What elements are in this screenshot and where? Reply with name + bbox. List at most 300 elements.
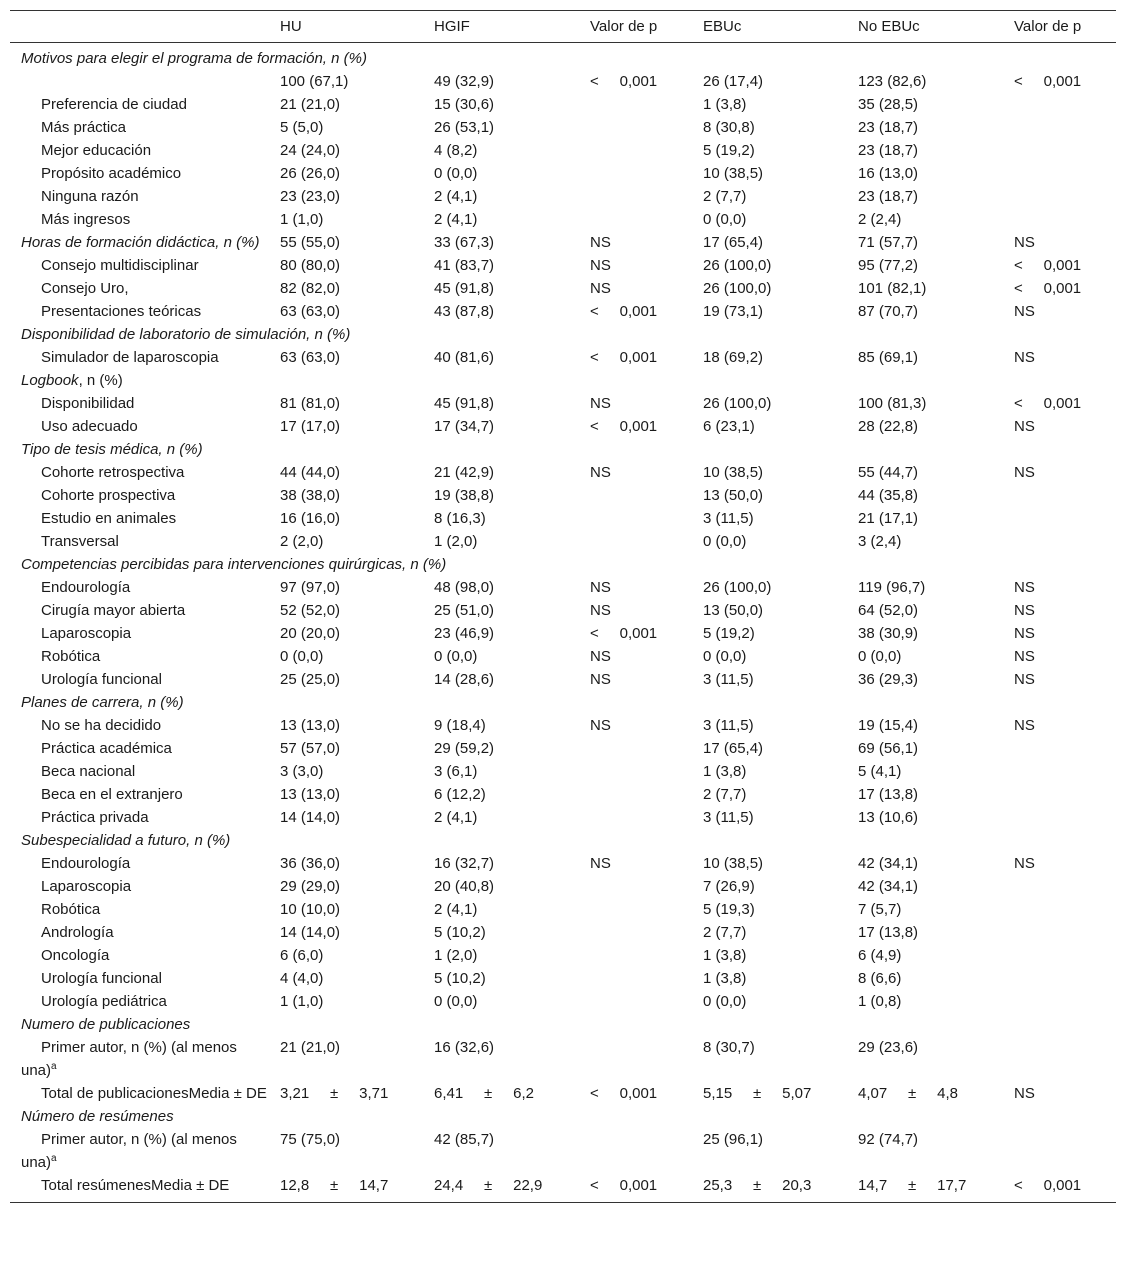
cell-no-ebuc: 123 (82,6) <box>858 73 927 90</box>
cell-no-ebuc: 44 (35,8) <box>858 487 919 504</box>
cell-p2: NS <box>1014 349 1035 366</box>
row-label: Disponibilidad <box>41 395 135 412</box>
cell-hgif: 2 (4,1) <box>434 188 478 205</box>
cell-hgif: 25 (51,0) <box>434 602 495 619</box>
cell-p1 <box>580 1036 693 1082</box>
cell-p2 <box>1004 967 1116 990</box>
cell-ebuc: 5 (19,2) <box>703 142 755 159</box>
cell-p2: NS <box>1014 602 1035 619</box>
table-row <box>10 1174 1116 1203</box>
table-row <box>10 714 1116 737</box>
cell-hu: 13 (13,0) <box>280 786 341 803</box>
row-label: Mejor educación <box>41 142 152 159</box>
cell-hgif: 33 (67,3) <box>434 234 495 251</box>
cell-p2: < 0,001 <box>1004 1174 1116 1203</box>
cell-p1 <box>580 116 693 139</box>
cell-hgif: 41 (83,7) <box>434 257 495 274</box>
cell-p1: NS <box>590 395 611 412</box>
table-row <box>10 760 1116 783</box>
cell-p1 <box>580 185 693 208</box>
cell-ebuc: 5 (19,2) <box>703 625 755 642</box>
cell-p2 <box>1004 1036 1116 1082</box>
cell-ebuc: 3 (11,5) <box>703 671 754 688</box>
table-row <box>10 461 1116 484</box>
section-title: Motivos para elegir el programa de formación, n (%) <box>21 50 367 67</box>
cell-p2: NS <box>1014 648 1035 665</box>
table-row <box>10 967 1116 990</box>
cell-hu: 80 (80,0) <box>280 257 341 274</box>
section-title: Subespecialidad a futuro, n (%) <box>21 832 231 849</box>
cell-hu: 25 (25,0) <box>280 671 341 688</box>
cell-ebuc: 17 (65,4) <box>703 234 764 251</box>
cell-ebuc: 0 (0,0) <box>703 533 747 550</box>
cell-p1: NS <box>590 257 611 274</box>
cell-no-ebuc: 3 (2,4) <box>858 533 902 550</box>
cell-ebuc: 19 (73,1) <box>703 303 764 320</box>
section-title: Horas de formación didáctica, n (%) <box>21 234 260 251</box>
cell-p1 <box>580 139 693 162</box>
table-row <box>10 1128 1116 1174</box>
section-title: Número de resúmenes <box>21 1108 174 1125</box>
row-label <box>10 1036 270 1082</box>
section-title: Tipo de tesis médica, n (%) <box>21 441 203 458</box>
cell-p1: < 0,001 <box>590 1085 658 1102</box>
cell-hu: 14 (14,0) <box>280 809 341 826</box>
header-hu: HU <box>270 11 424 43</box>
table-row <box>10 806 1116 829</box>
cell-p2: NS <box>1014 625 1035 642</box>
cell-p2 <box>1004 921 1116 944</box>
cell-p1 <box>580 760 693 783</box>
row-label: Práctica privada <box>41 809 149 826</box>
table-row <box>10 415 1116 438</box>
table-row <box>10 484 1116 507</box>
cell-ebuc: 8 (30,8) <box>703 119 755 136</box>
cell-hu: 17 (17,0) <box>280 418 341 435</box>
cell-ebuc: 3 (11,5) <box>703 809 754 826</box>
cell-hgif: 2 (4,1) <box>434 901 478 918</box>
row-label: Oncología <box>41 947 110 964</box>
cell-p2: NS <box>1014 464 1035 481</box>
row-label: Consejo Uro, <box>41 280 129 297</box>
cell-no-ebuc: 64 (52,0) <box>858 602 919 619</box>
row-label: Total de publicacionesMedia ± DE <box>41 1085 267 1102</box>
row-label <box>10 1128 270 1174</box>
cell-p2 <box>1004 507 1116 530</box>
cell-hu: 20 (20,0) <box>280 625 341 642</box>
cell-hu: 10 (10,0) <box>280 901 341 918</box>
cell-p1: < 0,001 <box>590 349 658 366</box>
cell-p2: < 0,001 <box>1014 280 1082 297</box>
cell-ebuc: 25 (96,1) <box>703 1131 764 1148</box>
row-label: Beca nacional <box>41 763 136 780</box>
cell-p1: NS <box>590 579 611 596</box>
cell-p1: < 0,001 <box>590 625 658 642</box>
section-row-resumenes <box>10 1105 1116 1128</box>
cell-hgif: 15 (30,6) <box>434 96 495 113</box>
row-label: Preferencia de ciudad <box>41 96 187 113</box>
section-row-planes <box>10 691 1116 714</box>
cell-no-ebuc: 71 (57,7) <box>858 234 919 251</box>
cell-p2 <box>1004 783 1116 806</box>
row-label: Laparoscopia <box>41 878 132 895</box>
row-label: Robótica <box>41 648 101 665</box>
row-label: Práctica académica <box>41 740 172 757</box>
table-row <box>10 93 1116 116</box>
header-hgif: HGIF <box>424 11 580 43</box>
cell-p1 <box>580 162 693 185</box>
cell-ebuc: 13 (50,0) <box>703 487 764 504</box>
cell-hgif: 17 (34,7) <box>434 418 495 435</box>
cell-hu: 63 (63,0) <box>280 303 341 320</box>
cell-p1: NS <box>590 464 611 481</box>
table-row <box>10 162 1116 185</box>
cell-hu: 2 (2,0) <box>280 533 324 550</box>
cell-ebuc: 5,15 ± 5,07 <box>703 1085 812 1102</box>
cell-p1: < 0,001 <box>590 303 658 320</box>
table-row <box>10 392 1116 415</box>
footnote-marker: a <box>51 1153 57 1164</box>
cell-p2 <box>1004 737 1116 760</box>
cell-p1 <box>580 921 693 944</box>
cell-hgif: 3 (6,1) <box>434 763 478 780</box>
cell-hu: 21 (21,0) <box>280 1039 341 1056</box>
cell-p1: < 0,001 <box>590 418 658 435</box>
cell-hu: 52 (52,0) <box>280 602 341 619</box>
cell-ebuc: 26 (17,4) <box>703 73 764 90</box>
cell-hu: 24 (24,0) <box>280 142 341 159</box>
cell-hu: 1 (1,0) <box>280 993 324 1010</box>
cell-hgif: 19 (38,8) <box>434 487 495 504</box>
row-label: Endourología <box>41 579 131 596</box>
cell-ebuc: 0 (0,0) <box>703 211 747 228</box>
cell-hgif: 16 (32,7) <box>434 855 495 872</box>
cell-p2: < 0,001 <box>1014 257 1082 274</box>
cell-no-ebuc: 23 (18,7) <box>858 119 919 136</box>
cell-hu: 5 (5,0) <box>280 119 324 136</box>
cell-p1 <box>580 507 693 530</box>
row-label: Urología funcional <box>41 970 162 987</box>
cell-p1 <box>580 208 693 231</box>
table-row <box>10 300 1116 323</box>
cell-p2 <box>1004 208 1116 231</box>
cell-p2 <box>1004 185 1116 208</box>
section-title-rest: , n (%) <box>78 372 123 389</box>
row-label: Urología pediátrica <box>41 993 167 1010</box>
cell-no-ebuc: 5 (4,1) <box>858 763 902 780</box>
cell-hu: 75 (75,0) <box>280 1131 341 1148</box>
table-row <box>10 783 1116 806</box>
table-row <box>10 346 1116 369</box>
cell-ebuc: 3 (11,5) <box>703 510 754 527</box>
cell-hgif: 2 (4,1) <box>434 211 478 228</box>
cell-no-ebuc: 87 (70,7) <box>858 303 919 320</box>
cell-ebuc: 2 (7,7) <box>703 924 747 941</box>
table-row <box>10 1082 1116 1105</box>
cell-no-ebuc: 23 (18,7) <box>858 188 919 205</box>
table-row <box>10 898 1116 921</box>
section-row-competencias <box>10 553 1116 576</box>
cell-p1 <box>580 875 693 898</box>
cell-hgif: 6,41 ± 6,2 <box>434 1085 534 1102</box>
cell-no-ebuc: 38 (30,9) <box>858 625 919 642</box>
cell-p2: NS <box>1014 418 1035 435</box>
cell-p2: NS <box>1014 717 1035 734</box>
section-title-italic: Logbook <box>21 372 79 389</box>
table-row <box>10 737 1116 760</box>
cell-p1: NS <box>590 855 611 872</box>
cell-no-ebuc: 92 (74,7) <box>858 1131 919 1148</box>
table-row <box>10 875 1116 898</box>
cell-ebuc: 2 (7,7) <box>703 188 747 205</box>
header-p-value-1: Valor de p <box>580 11 693 43</box>
section-title: Planes de carrera, n (%) <box>21 694 184 711</box>
section-title: Disponibilidad de laboratorio de simulación, n (%) <box>21 326 351 343</box>
table-header <box>10 11 1116 43</box>
cell-no-ebuc: 4,07 ± 4,8 <box>858 1085 958 1102</box>
row-label: Urología funcional <box>41 671 162 688</box>
header-p-value-2: Valor de p <box>1004 11 1116 43</box>
cell-no-ebuc: 42 (34,1) <box>858 878 919 895</box>
table-row <box>10 185 1116 208</box>
cell-p1: NS <box>590 648 611 665</box>
cell-hgif: 26 (53,1) <box>434 119 495 136</box>
cell-hgif: 5 (10,2) <box>434 924 486 941</box>
cell-ebuc: 10 (38,5) <box>703 464 764 481</box>
cell-no-ebuc: 17 (13,8) <box>858 924 919 941</box>
cell-p2: NS <box>1014 671 1035 688</box>
cell-hu: 26 (26,0) <box>280 165 341 182</box>
section-row-subespecialidad <box>10 829 1116 852</box>
cell-p2 <box>1004 530 1116 553</box>
cell-p2 <box>1004 806 1116 829</box>
cell-p1 <box>580 990 693 1013</box>
cell-hgif: 43 (87,8) <box>434 303 495 320</box>
cell-p2 <box>1004 139 1116 162</box>
cell-p1 <box>580 737 693 760</box>
header-cell <box>10 11 270 43</box>
table-row <box>10 530 1116 553</box>
section-title: Numero de publicaciones <box>21 1016 191 1033</box>
cell-hu: 100 (67,1) <box>280 73 349 90</box>
cell-hu: 12,8 ± 14,7 <box>270 1174 424 1203</box>
table-row <box>10 990 1116 1013</box>
cell-p1: < 0,001 <box>580 1174 693 1203</box>
cell-p1: NS <box>590 671 611 688</box>
cell-hgif: 23 (46,9) <box>434 625 495 642</box>
results-table <box>10 10 1116 1203</box>
row-label: Total resúmenesMedia ± DE <box>10 1174 270 1203</box>
cell-hu: 14 (14,0) <box>280 924 341 941</box>
cell-hgif: 45 (91,8) <box>434 395 495 412</box>
cell-hu: 63 (63,0) <box>280 349 341 366</box>
table-row <box>10 668 1116 691</box>
cell-ebuc: 13 (50,0) <box>703 602 764 619</box>
cell-p1: < 0,001 <box>590 73 658 90</box>
cell-p1 <box>580 1128 693 1174</box>
table-row <box>10 116 1116 139</box>
section-row-horas <box>10 231 1116 254</box>
row-label: Presentaciones teóricas <box>41 303 202 320</box>
cell-no-ebuc: 8 (6,6) <box>858 970 902 987</box>
cell-no-ebuc: 6 (4,9) <box>858 947 902 964</box>
cell-hgif: 45 (91,8) <box>434 280 495 297</box>
cell-hu: 16 (16,0) <box>280 510 341 527</box>
table-row <box>10 507 1116 530</box>
cell-ebuc: 10 (38,5) <box>703 165 764 182</box>
cell-no-ebuc: 7 (5,7) <box>858 901 902 918</box>
cell-ebuc: 26 (100,0) <box>703 257 772 274</box>
row-label: Transversal <box>41 533 119 550</box>
cell-p1 <box>580 967 693 990</box>
cell-hgif: 14 (28,6) <box>434 671 495 688</box>
row-label: Cohorte prospectiva <box>41 487 176 504</box>
cell-ebuc: 6 (23,1) <box>703 418 755 435</box>
cell-no-ebuc: 119 (96,7) <box>858 579 926 596</box>
cell-p1: NS <box>590 717 611 734</box>
cell-hu: 38 (38,0) <box>280 487 341 504</box>
cell-hgif: 6 (12,2) <box>434 786 486 803</box>
table-row <box>10 921 1116 944</box>
cell-hu: 13 (13,0) <box>280 717 341 734</box>
cell-p2: NS <box>1014 855 1035 872</box>
cell-hu: 55 (55,0) <box>280 234 341 251</box>
row-label-text: Primer autor, n (%) (al menos una) <box>21 1131 237 1171</box>
cell-p2: < 0,001 <box>1014 73 1082 90</box>
cell-no-ebuc: 0 (0,0) <box>858 648 902 665</box>
table-body <box>10 43 1116 1203</box>
cell-p2 <box>1004 1128 1116 1174</box>
row-label: No se ha decidido <box>41 717 162 734</box>
row-label: Laparoscopia <box>41 625 132 642</box>
cell-hgif: 29 (59,2) <box>434 740 495 757</box>
results-table-container <box>10 10 1116 1203</box>
cell-hu: 81 (81,0) <box>280 395 341 412</box>
cell-p2: < 0,001 <box>1014 395 1082 412</box>
section-row-motivos <box>10 43 1116 71</box>
row-label <box>10 70 270 93</box>
cell-hgif: 4 (8,2) <box>434 142 478 159</box>
cell-p1: NS <box>590 602 611 619</box>
cell-no-ebuc: 19 (15,4) <box>858 717 919 734</box>
cell-hu: 82 (82,0) <box>280 280 341 297</box>
cell-no-ebuc: 21 (17,1) <box>858 510 919 527</box>
cell-no-ebuc: 17 (13,8) <box>858 786 919 803</box>
cell-p1 <box>580 484 693 507</box>
cell-ebuc: 18 (69,2) <box>703 349 764 366</box>
cell-hu: 3 (3,0) <box>280 763 324 780</box>
table-row <box>10 622 1116 645</box>
cell-p1 <box>580 783 693 806</box>
cell-hu: 97 (97,0) <box>280 579 341 596</box>
cell-no-ebuc: 100 (81,3) <box>858 395 927 412</box>
cell-no-ebuc: 55 (44,7) <box>858 464 919 481</box>
row-label: Beca en el extranjero <box>41 786 183 803</box>
cell-p1 <box>580 944 693 967</box>
row-label: Cohorte retrospectiva <box>41 464 185 481</box>
table-row <box>10 944 1116 967</box>
cell-p2: NS <box>1014 303 1035 320</box>
header-no-ebuc: No EBUc <box>848 11 1004 43</box>
cell-ebuc: 5 (19,3) <box>703 901 755 918</box>
cell-no-ebuc: 2 (2,4) <box>858 211 902 228</box>
cell-p2: NS <box>1014 1085 1035 1102</box>
table-row <box>10 70 1116 93</box>
cell-hgif: 9 (18,4) <box>434 717 486 734</box>
section-row-simulacion <box>10 323 1116 346</box>
row-label: Uso adecuado <box>41 418 138 435</box>
cell-hgif: 0 (0,0) <box>434 993 478 1010</box>
section-title <box>10 369 1116 392</box>
cell-ebuc: 0 (0,0) <box>703 993 747 1010</box>
cell-p1 <box>580 898 693 921</box>
section-row-tesis <box>10 438 1116 461</box>
table-row <box>10 1036 1116 1082</box>
row-label: Más práctica <box>41 119 127 136</box>
cell-hgif: 1 (2,0) <box>434 947 478 964</box>
cell-ebuc: 0 (0,0) <box>703 648 747 665</box>
cell-p2 <box>1004 162 1116 185</box>
cell-ebuc: 10 (38,5) <box>703 855 764 872</box>
cell-hgif: 16 (32,6) <box>434 1039 495 1056</box>
footnote-marker: a <box>51 1061 57 1072</box>
cell-p2 <box>1004 760 1116 783</box>
cell-no-ebuc: 85 (69,1) <box>858 349 919 366</box>
cell-p2 <box>1004 116 1116 139</box>
cell-ebuc: 25,3 ± 20,3 <box>693 1174 848 1203</box>
cell-no-ebuc: 35 (28,5) <box>858 96 919 113</box>
cell-no-ebuc: 23 (18,7) <box>858 142 919 159</box>
cell-hgif: 2 (4,1) <box>434 809 478 826</box>
table-row <box>10 139 1116 162</box>
cell-hu: 0 (0,0) <box>280 648 324 665</box>
table-row <box>10 277 1116 300</box>
cell-hgif: 40 (81,6) <box>434 349 495 366</box>
cell-ebuc: 1 (3,8) <box>703 970 747 987</box>
cell-ebuc: 26 (100,0) <box>703 579 772 596</box>
cell-hgif: 42 (85,7) <box>434 1131 495 1148</box>
table-row <box>10 852 1116 875</box>
cell-ebuc: 3 (11,5) <box>703 717 754 734</box>
cell-ebuc: 2 (7,7) <box>703 786 747 803</box>
table-row <box>10 599 1116 622</box>
cell-hgif: 24,4 ± 22,9 <box>424 1174 580 1203</box>
cell-hgif: 49 (32,9) <box>434 73 495 90</box>
cell-hu: 6 (6,0) <box>280 947 324 964</box>
row-label: Cirugía mayor abierta <box>41 602 186 619</box>
cell-p1 <box>580 93 693 116</box>
table-row <box>10 208 1116 231</box>
header-ebuc: EBUc <box>693 11 848 43</box>
cell-hgif: 48 (98,0) <box>434 579 495 596</box>
cell-no-ebuc: 13 (10,6) <box>858 809 919 826</box>
cell-no-ebuc: 1 (0,8) <box>858 993 902 1010</box>
cell-p2: NS <box>1014 234 1035 251</box>
row-label: Robótica <box>41 901 101 918</box>
cell-ebuc: 17 (65,4) <box>703 740 764 757</box>
table-row <box>10 645 1116 668</box>
cell-p2 <box>1004 93 1116 116</box>
cell-hu: 44 (44,0) <box>280 464 341 481</box>
cell-p1: NS <box>590 280 611 297</box>
cell-ebuc: 1 (3,8) <box>703 947 747 964</box>
row-label: Simulador de laparoscopia <box>41 349 219 366</box>
table-row <box>10 576 1116 599</box>
section-row-logbook <box>10 369 1116 392</box>
cell-no-ebuc: 95 (77,2) <box>858 257 919 274</box>
cell-hgif: 0 (0,0) <box>434 648 478 665</box>
section-title: Competencias percibidas para intervenciones quirúrgicas, n (%) <box>21 556 447 573</box>
